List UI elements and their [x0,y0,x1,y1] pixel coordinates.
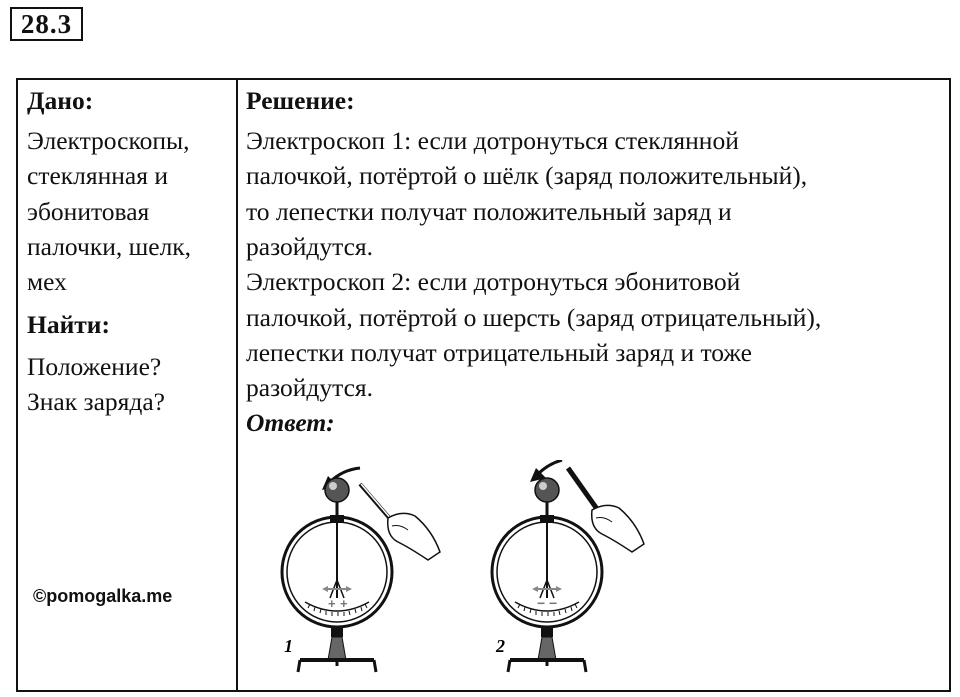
find-line: Знак заряда? [27,387,165,416]
electroscope-label: 1 [284,636,293,656]
solution-line: разойдутся. [246,373,373,402]
electroscope-1-illustration [270,460,470,690]
solution-line: разойдутся. [246,232,373,261]
solution-line: Электроскоп 1: если дотронуться стеклянной [246,126,739,155]
problem-number: 28.3 [10,7,83,41]
solution-line: лепестки получат отрицательный заряд и тоже [246,338,753,367]
column-divider [236,78,238,692]
given-line: палочки, шелк, [27,232,192,261]
given-line: эбонитовая [27,197,150,226]
given-heading: Дано: [27,86,94,115]
charge-sign: + [340,596,348,611]
electroscope-2-illustration [480,460,680,690]
credit-text: ©pomogalka.me [33,586,173,606]
charge-sign: + [328,596,336,611]
given-line: Электроскопы, [27,126,190,155]
solution-line: палочкой, потёртой о шерсть (заряд отрицательный), [246,303,822,332]
solution-line: то лепестки получат положительный заряд и [246,197,732,226]
given-line: мех [27,267,67,296]
electroscope-label: 2 [496,636,505,656]
find-line: Положение? [27,352,162,381]
charge-sign: − [549,595,558,611]
solution-line: Электроскоп 2: если дотронуться эбонитовой [246,267,741,296]
find-heading: Найти: [27,310,110,339]
solution-heading: Решение: [246,86,355,115]
answer-label: Ответ: [246,408,335,437]
solution-line: палочкой, потёртой о шёлк (заряд положительный), [246,161,808,190]
charge-sign: − [537,595,546,611]
given-line: стеклянная и [27,161,168,190]
